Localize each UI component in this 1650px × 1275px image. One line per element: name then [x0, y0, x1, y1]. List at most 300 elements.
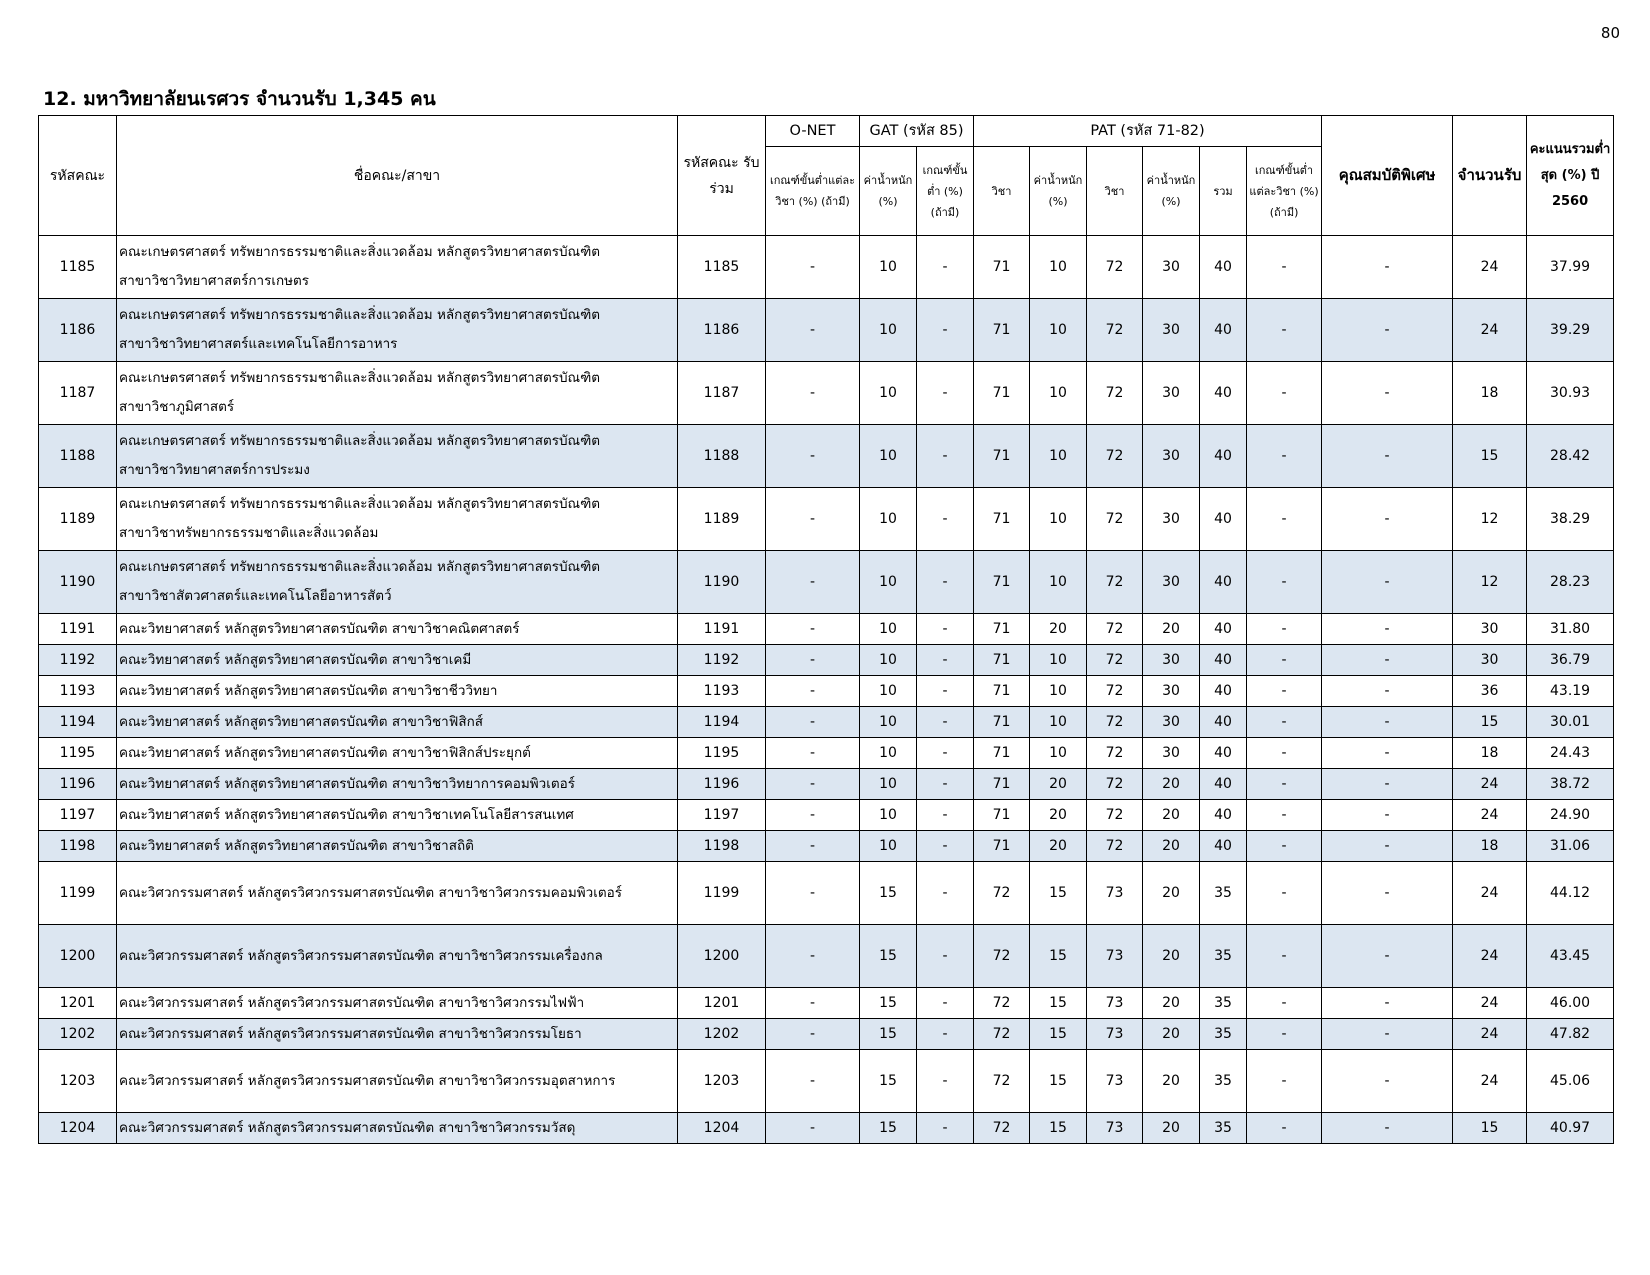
gat-weight-cell: 15: [860, 1019, 917, 1050]
min-score-cell: 43.45: [1527, 925, 1614, 988]
table-row: [39, 769, 1614, 800]
gat-weight-cell: 10: [860, 831, 917, 862]
pat-subject-2-cell: 72: [1087, 738, 1143, 769]
min-score-cell: 28.23: [1527, 551, 1614, 614]
pat-total-cell: 40: [1200, 738, 1247, 769]
faculty-code-cell: 1189: [39, 488, 117, 551]
faculty-code-cell: 1194: [39, 707, 117, 738]
faculty-name-line: คณะเกษตรศาสตร์ ทรัพยากรธรรมชาติและสิ่งแวดล้อม หลักสูตรวิทยาศาสตรบัณฑิต: [119, 307, 601, 323]
header-onet-min: เกณฑ์ขั้นต่ำแต่ละวิชา (%) (ถ้ามี): [766, 147, 860, 236]
pat-subject-2-cell: 73: [1087, 1019, 1143, 1050]
gat-min-cell: -: [917, 988, 974, 1019]
joint-code-cell: 1200: [678, 925, 766, 988]
faculty-name-line: คณะวิศวกรรมศาสตร์ หลักสูตรวิศวกรรมศาสตรบัณฑิต สาขาวิชาวิศวกรรมโยธา: [119, 1025, 582, 1042]
pat-weight-2-cell: 20: [1143, 831, 1200, 862]
joint-code-cell: 1203: [678, 1050, 766, 1113]
joint-code-cell: 1193: [678, 676, 766, 707]
header-pat: PAT (รหัส 71-82): [974, 116, 1322, 147]
pat-total-cell: 35: [1200, 1050, 1247, 1113]
gat-weight-cell: 15: [860, 862, 917, 925]
min-score-cell: 38.72: [1527, 769, 1614, 800]
pat-weight-2-cell: 20: [1143, 1050, 1200, 1113]
pat-total-cell: 35: [1200, 862, 1247, 925]
major-name-line: สาขาวิชาวิทยาศาสตร์การเกษตร: [119, 273, 310, 289]
faculty-name-line: คณะเกษตรศาสตร์ ทรัพยากรธรรมชาติและสิ่งแวดล้อม หลักสูตรวิทยาศาสตรบัณฑิต: [119, 244, 601, 260]
pat-subject-2-cell: 72: [1087, 800, 1143, 831]
special-cell: -: [1322, 707, 1453, 738]
header-faculty-code: รหัสคณะ: [39, 116, 117, 236]
gat-min-cell: -: [917, 488, 974, 551]
pat-min-cell: -: [1247, 425, 1322, 488]
pat-weight-1-cell: 10: [1030, 236, 1087, 299]
faculty-name-cell: [117, 488, 678, 551]
quota-cell: 24: [1453, 862, 1527, 925]
quota-cell: 24: [1453, 236, 1527, 299]
faculty-name-cell: [117, 425, 678, 488]
pat-total-cell: 40: [1200, 645, 1247, 676]
pat-weight-2-cell: 30: [1143, 362, 1200, 425]
pat-weight-1-cell: 10: [1030, 738, 1087, 769]
pat-weight-1-cell: 20: [1030, 769, 1087, 800]
pat-min-cell: -: [1247, 925, 1322, 988]
pat-min-cell: -: [1247, 676, 1322, 707]
pat-subject-2-cell: 72: [1087, 614, 1143, 645]
header-onet: O-NET: [766, 116, 860, 147]
onet-min-cell: -: [766, 862, 860, 925]
pat-weight-2-cell: 30: [1143, 676, 1200, 707]
major-name-line: สาขาวิชาวิทยาศาสตร์และเทคโนโลยีการอาหาร: [119, 336, 398, 352]
gat-min-cell: -: [917, 769, 974, 800]
faculty-name-cell: [117, 614, 678, 645]
special-cell: -: [1322, 488, 1453, 551]
quota-cell: 24: [1453, 769, 1527, 800]
faculty-name-cell: [117, 1050, 678, 1113]
gat-min-cell: -: [917, 831, 974, 862]
header-pat-weight-1: ค่าน้ำหนัก (%): [1030, 147, 1087, 236]
special-cell: -: [1322, 1019, 1453, 1050]
pat-subject-1-cell: 72: [974, 1019, 1030, 1050]
pat-min-cell: -: [1247, 551, 1322, 614]
quota-cell: 15: [1453, 425, 1527, 488]
pat-min-cell: -: [1247, 1113, 1322, 1144]
gat-weight-cell: 10: [860, 614, 917, 645]
onet-min-cell: -: [766, 1113, 860, 1144]
faculty-name-line: คณะเกษตรศาสตร์ ทรัพยากรธรรมชาติและสิ่งแวดล้อม หลักสูตรวิทยาศาสตรบัณฑิต: [119, 559, 601, 575]
joint-code-cell: 1189: [678, 488, 766, 551]
pat-subject-1-cell: 71: [974, 614, 1030, 645]
pat-weight-2-cell: 30: [1143, 488, 1200, 551]
joint-code-cell: 1199: [678, 862, 766, 925]
pat-weight-2-cell: 30: [1143, 236, 1200, 299]
faculty-name-line: คณะวิทยาศาสตร์ หลักสูตรวิทยาศาสตรบัณฑิต สาขาวิชาสถิติ: [119, 837, 474, 854]
pat-total-cell: 40: [1200, 299, 1247, 362]
faculty-code-cell: 1200: [39, 925, 117, 988]
quota-cell: 24: [1453, 800, 1527, 831]
faculty-name-line: คณะวิทยาศาสตร์ หลักสูตรวิทยาศาสตรบัณฑิต สาขาวิชาเคมี: [119, 651, 472, 668]
faculty-code-cell: 1187: [39, 362, 117, 425]
faculty-name-cell: [117, 862, 678, 925]
table-row: [39, 800, 1614, 831]
faculty-name-line: คณะวิทยาศาสตร์ หลักสูตรวิทยาศาสตรบัณฑิต สาขาวิชาฟิสิกส์: [119, 713, 483, 730]
major-name-line: สาขาวิชาภูมิศาสตร์: [119, 399, 235, 415]
min-score-cell: 43.19: [1527, 676, 1614, 707]
pat-min-cell: -: [1247, 862, 1322, 925]
faculty-name-cell: [117, 988, 678, 1019]
faculty-code-cell: 1202: [39, 1019, 117, 1050]
pat-total-cell: 40: [1200, 236, 1247, 299]
quota-cell: 24: [1453, 988, 1527, 1019]
pat-subject-1-cell: 72: [974, 988, 1030, 1019]
joint-code-cell: 1187: [678, 362, 766, 425]
pat-weight-2-cell: 20: [1143, 614, 1200, 645]
pat-subject-2-cell: 73: [1087, 988, 1143, 1019]
pat-total-cell: 40: [1200, 769, 1247, 800]
pat-weight-2-cell: 30: [1143, 299, 1200, 362]
faculty-name-line: คณะวิศวกรรมศาสตร์ หลักสูตรวิศวกรรมศาสตรบัณฑิต สาขาวิชาวิศวกรรมไฟฟ้า: [119, 994, 585, 1011]
table-row: [39, 236, 1614, 299]
quota-cell: 30: [1453, 614, 1527, 645]
pat-subject-1-cell: 71: [974, 831, 1030, 862]
onet-min-cell: -: [766, 738, 860, 769]
table-row: [39, 1019, 1614, 1050]
pat-total-cell: 35: [1200, 925, 1247, 988]
header-quota: จำนวนรับ: [1453, 116, 1527, 236]
gat-weight-cell: 10: [860, 676, 917, 707]
gat-weight-cell: 10: [860, 362, 917, 425]
pat-weight-1-cell: 15: [1030, 1113, 1087, 1144]
gat-weight-cell: 15: [860, 988, 917, 1019]
faculty-name-cell: [117, 1019, 678, 1050]
pat-weight-1-cell: 10: [1030, 676, 1087, 707]
pat-subject-2-cell: 73: [1087, 862, 1143, 925]
quota-cell: 30: [1453, 645, 1527, 676]
pat-weight-2-cell: 20: [1143, 769, 1200, 800]
faculty-code-cell: 1199: [39, 862, 117, 925]
pat-total-cell: 40: [1200, 800, 1247, 831]
gat-weight-cell: 10: [860, 707, 917, 738]
gat-weight-cell: 10: [860, 425, 917, 488]
onet-min-cell: -: [766, 645, 860, 676]
faculty-code-cell: 1204: [39, 1113, 117, 1144]
major-name-line: สาขาวิชาสัตวศาสตร์และเทคโนโลยีอาหารสัตว์: [119, 588, 392, 604]
table-row: [39, 1050, 1614, 1113]
quota-cell: 15: [1453, 1113, 1527, 1144]
table-row: [39, 738, 1614, 769]
pat-weight-1-cell: 10: [1030, 551, 1087, 614]
pat-subject-2-cell: 73: [1087, 1050, 1143, 1113]
table-row: [39, 488, 1614, 551]
joint-code-cell: 1186: [678, 299, 766, 362]
pat-weight-2-cell: 20: [1143, 800, 1200, 831]
gat-min-cell: -: [917, 925, 974, 988]
min-score-cell: 45.06: [1527, 1050, 1614, 1113]
pat-subject-2-cell: 72: [1087, 707, 1143, 738]
pat-subject-1-cell: 72: [974, 925, 1030, 988]
pat-weight-1-cell: 15: [1030, 1050, 1087, 1113]
header-gat-weight: ค่าน้ำหนัก (%): [860, 147, 917, 236]
pat-subject-2-cell: 72: [1087, 299, 1143, 362]
onet-min-cell: -: [766, 676, 860, 707]
joint-code-cell: 1190: [678, 551, 766, 614]
faculty-name-cell: [117, 362, 678, 425]
header-special: คุณสมบัติพิเศษ: [1322, 116, 1453, 236]
gat-weight-cell: 10: [860, 488, 917, 551]
pat-weight-1-cell: 15: [1030, 925, 1087, 988]
pat-subject-1-cell: 72: [974, 1050, 1030, 1113]
table-row: [39, 707, 1614, 738]
onet-min-cell: -: [766, 362, 860, 425]
pat-total-cell: 35: [1200, 1019, 1247, 1050]
pat-subject-1-cell: 71: [974, 362, 1030, 425]
min-score-cell: 24.43: [1527, 738, 1614, 769]
header-pat-subject-1: วิชา: [974, 147, 1030, 236]
quota-cell: 18: [1453, 362, 1527, 425]
pat-total-cell: 40: [1200, 425, 1247, 488]
faculty-code-cell: 1203: [39, 1050, 117, 1113]
faculty-name-cell: [117, 831, 678, 862]
special-cell: -: [1322, 862, 1453, 925]
table-header: [39, 116, 1614, 236]
onet-min-cell: -: [766, 425, 860, 488]
gat-min-cell: -: [917, 738, 974, 769]
special-cell: -: [1322, 299, 1453, 362]
special-cell: -: [1322, 800, 1453, 831]
pat-weight-1-cell: 10: [1030, 362, 1087, 425]
page-number: 80: [1600, 24, 1620, 42]
quota-cell: 18: [1453, 831, 1527, 862]
faculty-code-cell: 1186: [39, 299, 117, 362]
joint-code-cell: 1195: [678, 738, 766, 769]
gat-min-cell: -: [917, 862, 974, 925]
gat-min-cell: -: [917, 707, 974, 738]
special-cell: -: [1322, 645, 1453, 676]
faculty-code-cell: 1188: [39, 425, 117, 488]
table-row: [39, 614, 1614, 645]
pat-subject-2-cell: 73: [1087, 1113, 1143, 1144]
gat-weight-cell: 15: [860, 1050, 917, 1113]
faculty-code-cell: 1201: [39, 988, 117, 1019]
gat-weight-cell: 10: [860, 738, 917, 769]
min-score-cell: 36.79: [1527, 645, 1614, 676]
faculty-code-cell: 1185: [39, 236, 117, 299]
pat-min-cell: -: [1247, 236, 1322, 299]
pat-min-cell: -: [1247, 738, 1322, 769]
header-gat-min: เกณฑ์ขั้นต่ำ (%) (ถ้ามี): [917, 147, 974, 236]
onet-min-cell: -: [766, 988, 860, 1019]
min-score-cell: 31.80: [1527, 614, 1614, 645]
pat-weight-2-cell: 20: [1143, 862, 1200, 925]
onet-min-cell: -: [766, 551, 860, 614]
table-row: [39, 925, 1614, 988]
gat-min-cell: -: [917, 425, 974, 488]
table-row: [39, 551, 1614, 614]
pat-subject-1-cell: 72: [974, 1113, 1030, 1144]
onet-min-cell: -: [766, 488, 860, 551]
pat-weight-1-cell: 20: [1030, 800, 1087, 831]
faculty-name-line: คณะวิทยาศาสตร์ หลักสูตรวิทยาศาสตรบัณฑิต สาขาวิชาเทคโนโลยีสารสนเทศ: [119, 806, 574, 823]
faculty-name-cell: [117, 551, 678, 614]
gat-weight-cell: 10: [860, 551, 917, 614]
pat-subject-2-cell: 72: [1087, 769, 1143, 800]
min-score-cell: 37.99: [1527, 236, 1614, 299]
pat-weight-1-cell: 20: [1030, 831, 1087, 862]
quota-cell: 24: [1453, 299, 1527, 362]
table-row: [39, 831, 1614, 862]
table-row: [39, 862, 1614, 925]
quota-cell: 15: [1453, 707, 1527, 738]
pat-subject-1-cell: 71: [974, 769, 1030, 800]
faculty-name-cell: [117, 738, 678, 769]
joint-code-cell: 1202: [678, 1019, 766, 1050]
joint-code-cell: 1192: [678, 645, 766, 676]
special-cell: -: [1322, 769, 1453, 800]
pat-subject-1-cell: 71: [974, 488, 1030, 551]
gat-weight-cell: 10: [860, 645, 917, 676]
pat-subject-1-cell: 72: [974, 862, 1030, 925]
faculty-name-line: คณะวิศวกรรมศาสตร์ หลักสูตรวิศวกรรมศาสตรบัณฑิต สาขาวิชาวิศวกรรมวัสดุ: [119, 1119, 576, 1136]
min-score-cell: 30.01: [1527, 707, 1614, 738]
min-score-cell: 24.90: [1527, 800, 1614, 831]
min-score-cell: 38.29: [1527, 488, 1614, 551]
major-name-line: สาขาวิชาทรัพยากรธรรมชาติและสิ่งแวดล้อม: [119, 525, 379, 541]
gat-min-cell: -: [917, 236, 974, 299]
pat-subject-2-cell: 72: [1087, 831, 1143, 862]
faculty-name-cell: [117, 769, 678, 800]
joint-code-cell: 1204: [678, 1113, 766, 1144]
min-score-cell: 44.12: [1527, 862, 1614, 925]
header-faculty-name: ชื่อคณะ/สาขา: [117, 116, 678, 236]
gat-min-cell: -: [917, 1113, 974, 1144]
pat-subject-2-cell: 72: [1087, 676, 1143, 707]
pat-weight-2-cell: 30: [1143, 738, 1200, 769]
gat-min-cell: -: [917, 676, 974, 707]
pat-total-cell: 40: [1200, 831, 1247, 862]
special-cell: -: [1322, 1050, 1453, 1113]
onet-min-cell: -: [766, 299, 860, 362]
faculty-name-line: คณะวิทยาศาสตร์ หลักสูตรวิทยาศาสตรบัณฑิต สาขาวิชาฟิสิกส์ประยุกต์: [119, 744, 531, 761]
gat-weight-cell: 10: [860, 236, 917, 299]
pat-subject-2-cell: 72: [1087, 236, 1143, 299]
pat-total-cell: 35: [1200, 988, 1247, 1019]
header-pat-subject-2: วิชา: [1087, 147, 1143, 236]
pat-weight-2-cell: 30: [1143, 551, 1200, 614]
pat-subject-1-cell: 71: [974, 645, 1030, 676]
faculty-name-line: คณะวิทยาศาสตร์ หลักสูตรวิทยาศาสตรบัณฑิต สาขาวิชาคณิตศาสตร์: [119, 620, 520, 637]
faculty-name-cell: [117, 925, 678, 988]
gat-weight-cell: 15: [860, 1113, 917, 1144]
pat-min-cell: -: [1247, 988, 1322, 1019]
pat-weight-2-cell: 30: [1143, 645, 1200, 676]
onet-min-cell: -: [766, 236, 860, 299]
faculty-name-line: คณะวิศวกรรมศาสตร์ หลักสูตรวิศวกรรมศาสตรบัณฑิต สาขาวิชาวิศวกรรมเครื่องกล: [119, 947, 603, 964]
joint-code-cell: 1191: [678, 614, 766, 645]
pat-subject-1-cell: 71: [974, 707, 1030, 738]
special-cell: -: [1322, 362, 1453, 425]
pat-subject-1-cell: 71: [974, 299, 1030, 362]
faculty-name-line: คณะวิศวกรรมศาสตร์ หลักสูตรวิศวกรรมศาสตรบัณฑิต สาขาวิชาวิศวกรรมคอมพิวเตอร์: [119, 884, 623, 901]
table-row: [39, 988, 1614, 1019]
quota-cell: 12: [1453, 488, 1527, 551]
gat-weight-cell: 10: [860, 800, 917, 831]
special-cell: -: [1322, 236, 1453, 299]
special-cell: -: [1322, 1113, 1453, 1144]
special-cell: -: [1322, 988, 1453, 1019]
faculty-code-cell: 1191: [39, 614, 117, 645]
faculty-code-cell: 1190: [39, 551, 117, 614]
pat-weight-2-cell: 20: [1143, 988, 1200, 1019]
pat-weight-2-cell: 20: [1143, 1113, 1200, 1144]
admission-table: [38, 115, 1614, 1144]
pat-min-cell: -: [1247, 831, 1322, 862]
faculty-name-line: คณะเกษตรศาสตร์ ทรัพยากรธรรมชาติและสิ่งแวดล้อม หลักสูตรวิทยาศาสตรบัณฑิต: [119, 496, 601, 512]
joint-code-cell: 1196: [678, 769, 766, 800]
pat-min-cell: -: [1247, 488, 1322, 551]
faculty-name-cell: [117, 707, 678, 738]
faculty-name-cell: [117, 676, 678, 707]
faculty-name-line: คณะวิทยาศาสตร์ หลักสูตรวิทยาศาสตรบัณฑิต สาขาวิชาวิทยาการคอมพิวเตอร์: [119, 775, 576, 792]
pat-weight-2-cell: 20: [1143, 925, 1200, 988]
pat-min-cell: -: [1247, 614, 1322, 645]
faculty-code-cell: 1195: [39, 738, 117, 769]
onet-min-cell: -: [766, 925, 860, 988]
faculty-name-line: คณะวิศวกรรมศาสตร์ หลักสูตรวิศวกรรมศาสตรบัณฑิต สาขาวิชาวิศวกรรมอุตสาหการ: [119, 1072, 616, 1089]
pat-subject-1-cell: 71: [974, 676, 1030, 707]
min-score-cell: 28.42: [1527, 425, 1614, 488]
gat-min-cell: -: [917, 299, 974, 362]
onet-min-cell: -: [766, 769, 860, 800]
pat-total-cell: 35: [1200, 1113, 1247, 1144]
gat-min-cell: -: [917, 1050, 974, 1113]
major-name-line: สาขาวิชาวิทยาศาสตร์การประมง: [119, 462, 310, 478]
quota-cell: 18: [1453, 738, 1527, 769]
table-row: [39, 362, 1614, 425]
pat-subject-1-cell: 71: [974, 800, 1030, 831]
pat-min-cell: -: [1247, 645, 1322, 676]
quota-cell: 36: [1453, 676, 1527, 707]
gat-weight-cell: 10: [860, 769, 917, 800]
pat-subject-1-cell: 71: [974, 738, 1030, 769]
header-gat: GAT (รหัส 85): [860, 116, 974, 147]
pat-total-cell: 40: [1200, 362, 1247, 425]
pat-subject-2-cell: 72: [1087, 362, 1143, 425]
faculty-name-cell: [117, 800, 678, 831]
table-body: [39, 236, 1614, 1144]
special-cell: -: [1322, 425, 1453, 488]
pat-min-cell: -: [1247, 800, 1322, 831]
gat-min-cell: -: [917, 362, 974, 425]
pat-total-cell: 40: [1200, 614, 1247, 645]
table-row: [39, 425, 1614, 488]
joint-code-cell: 1194: [678, 707, 766, 738]
special-cell: -: [1322, 676, 1453, 707]
gat-weight-cell: 10: [860, 299, 917, 362]
pat-total-cell: 40: [1200, 676, 1247, 707]
pat-subject-2-cell: 72: [1087, 488, 1143, 551]
pat-weight-2-cell: 30: [1143, 425, 1200, 488]
pat-weight-1-cell: 10: [1030, 425, 1087, 488]
table-row: [39, 1113, 1614, 1144]
special-cell: -: [1322, 738, 1453, 769]
joint-code-cell: 1185: [678, 236, 766, 299]
min-score-cell: 39.29: [1527, 299, 1614, 362]
onet-min-cell: -: [766, 1050, 860, 1113]
min-score-cell: 47.82: [1527, 1019, 1614, 1050]
document-title: 12. มหาวิทยาลัยนเรศวร จำนวนรับ 1,345 คน: [43, 88, 436, 110]
pat-total-cell: 40: [1200, 551, 1247, 614]
min-score-cell: 31.06: [1527, 831, 1614, 862]
onet-min-cell: -: [766, 614, 860, 645]
header-pat-weight-2: ค่าน้ำหนัก (%): [1143, 147, 1200, 236]
